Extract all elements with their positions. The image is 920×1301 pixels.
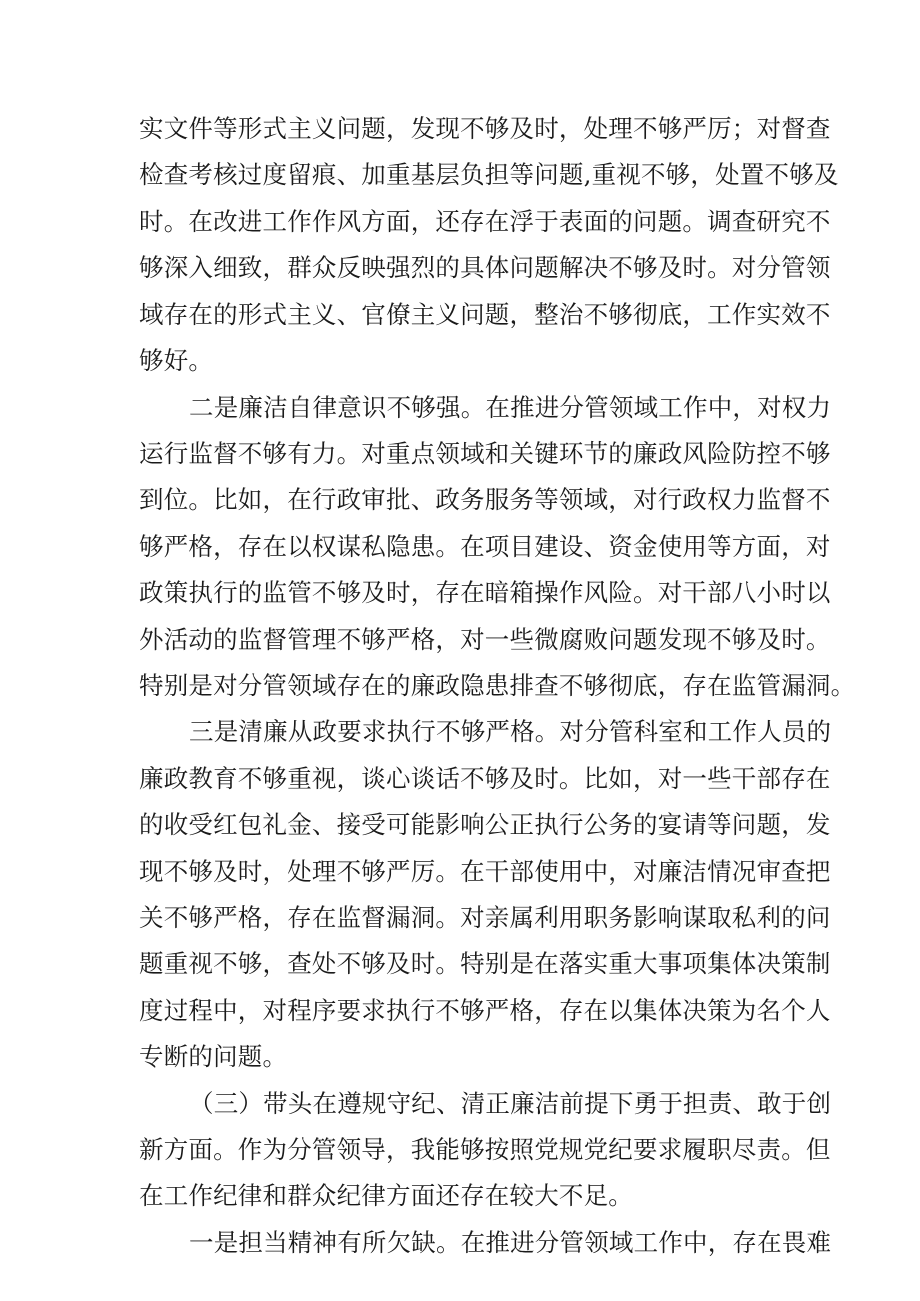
text-line: 时。在改进工作作风方面，还存在浮于表面的问题。调查研究不 (139, 207, 831, 236)
text-line: 实文件等形式主义问题，发现不够及时，处理不够严厉；对督查 (139, 114, 831, 143)
text-line: 的收受红包礼金、接受可能影响公正执行公务的宴请等问题，发 (139, 810, 831, 839)
text-line: 专断的问题。 (139, 1042, 288, 1071)
text-line: 关不够严格，存在监督漏洞。对亲属利用职务影响谋取私利的问 (139, 903, 831, 932)
paragraph-first-line: 三是清廉从政要求执行不够严格。对分管科室和工作人员的 (189, 717, 832, 746)
text-line: 域存在的形式主义、官僚主义问题，整治不够彻底，工作实效不 (139, 300, 831, 329)
section-heading-line: （三）带头在遵规守纪、清正廉洁前提下勇于担责、敢于创 (189, 1089, 832, 1118)
text-line: 特别是对分管领域存在的廉政隐患排查不够彻底，存在监管漏洞。 (139, 671, 856, 700)
text-line: 到位。比如，在行政审批、政务服务等领域，对行政权力监督不 (139, 485, 831, 514)
paragraph-first-line: 一是担当精神有所欠缺。在推进分管领域工作中，存在畏难 (189, 1228, 832, 1257)
text-line: 政策执行的监管不够及时，存在暗箱操作风险。对干部八小时以 (139, 578, 831, 607)
text-line: 够好。 (139, 346, 214, 375)
text-line: 现不够及时，处理不够严厉。在干部使用中，对廉洁情况审查把 (139, 857, 831, 886)
text-line: 够严格，存在以权谋私隐患。在项目建设、资金使用等方面，对 (139, 532, 831, 561)
text-line: 度过程中，对程序要求执行不够严格，存在以集体决策为名个人 (139, 996, 831, 1025)
text-line: 检查考核过度留痕、加重基层负担等问题,重视不够，处置不够及 (139, 160, 839, 189)
text-line: 运行监督不够有力。对重点领域和关键环节的廉政风险防控不够 (139, 439, 831, 468)
text-line: 在工作纪律和群众纪律方面还存在较大不足。 (139, 1181, 633, 1210)
text-line: 廉政教育不够重视，谈心谈话不够及时。比如，对一些干部存在 (139, 764, 831, 793)
paragraph-first-line: 二是廉洁自律意识不够强。在推进分管领域工作中，对权力 (189, 393, 832, 422)
text-line: 题重视不够，查处不够及时。特别是在落实重大事项集体决策制 (139, 949, 831, 978)
text-line: 外活动的监督管理不够严格，对一些微腐败问题发现不够及时。 (139, 625, 831, 654)
text-line: 够深入细致，群众反映强烈的具体问题解决不够及时。对分管领 (139, 253, 831, 282)
text-line: 新方面。作为分管领导，我能够按照党规党纪要求履职尽责。但 (139, 1135, 831, 1164)
